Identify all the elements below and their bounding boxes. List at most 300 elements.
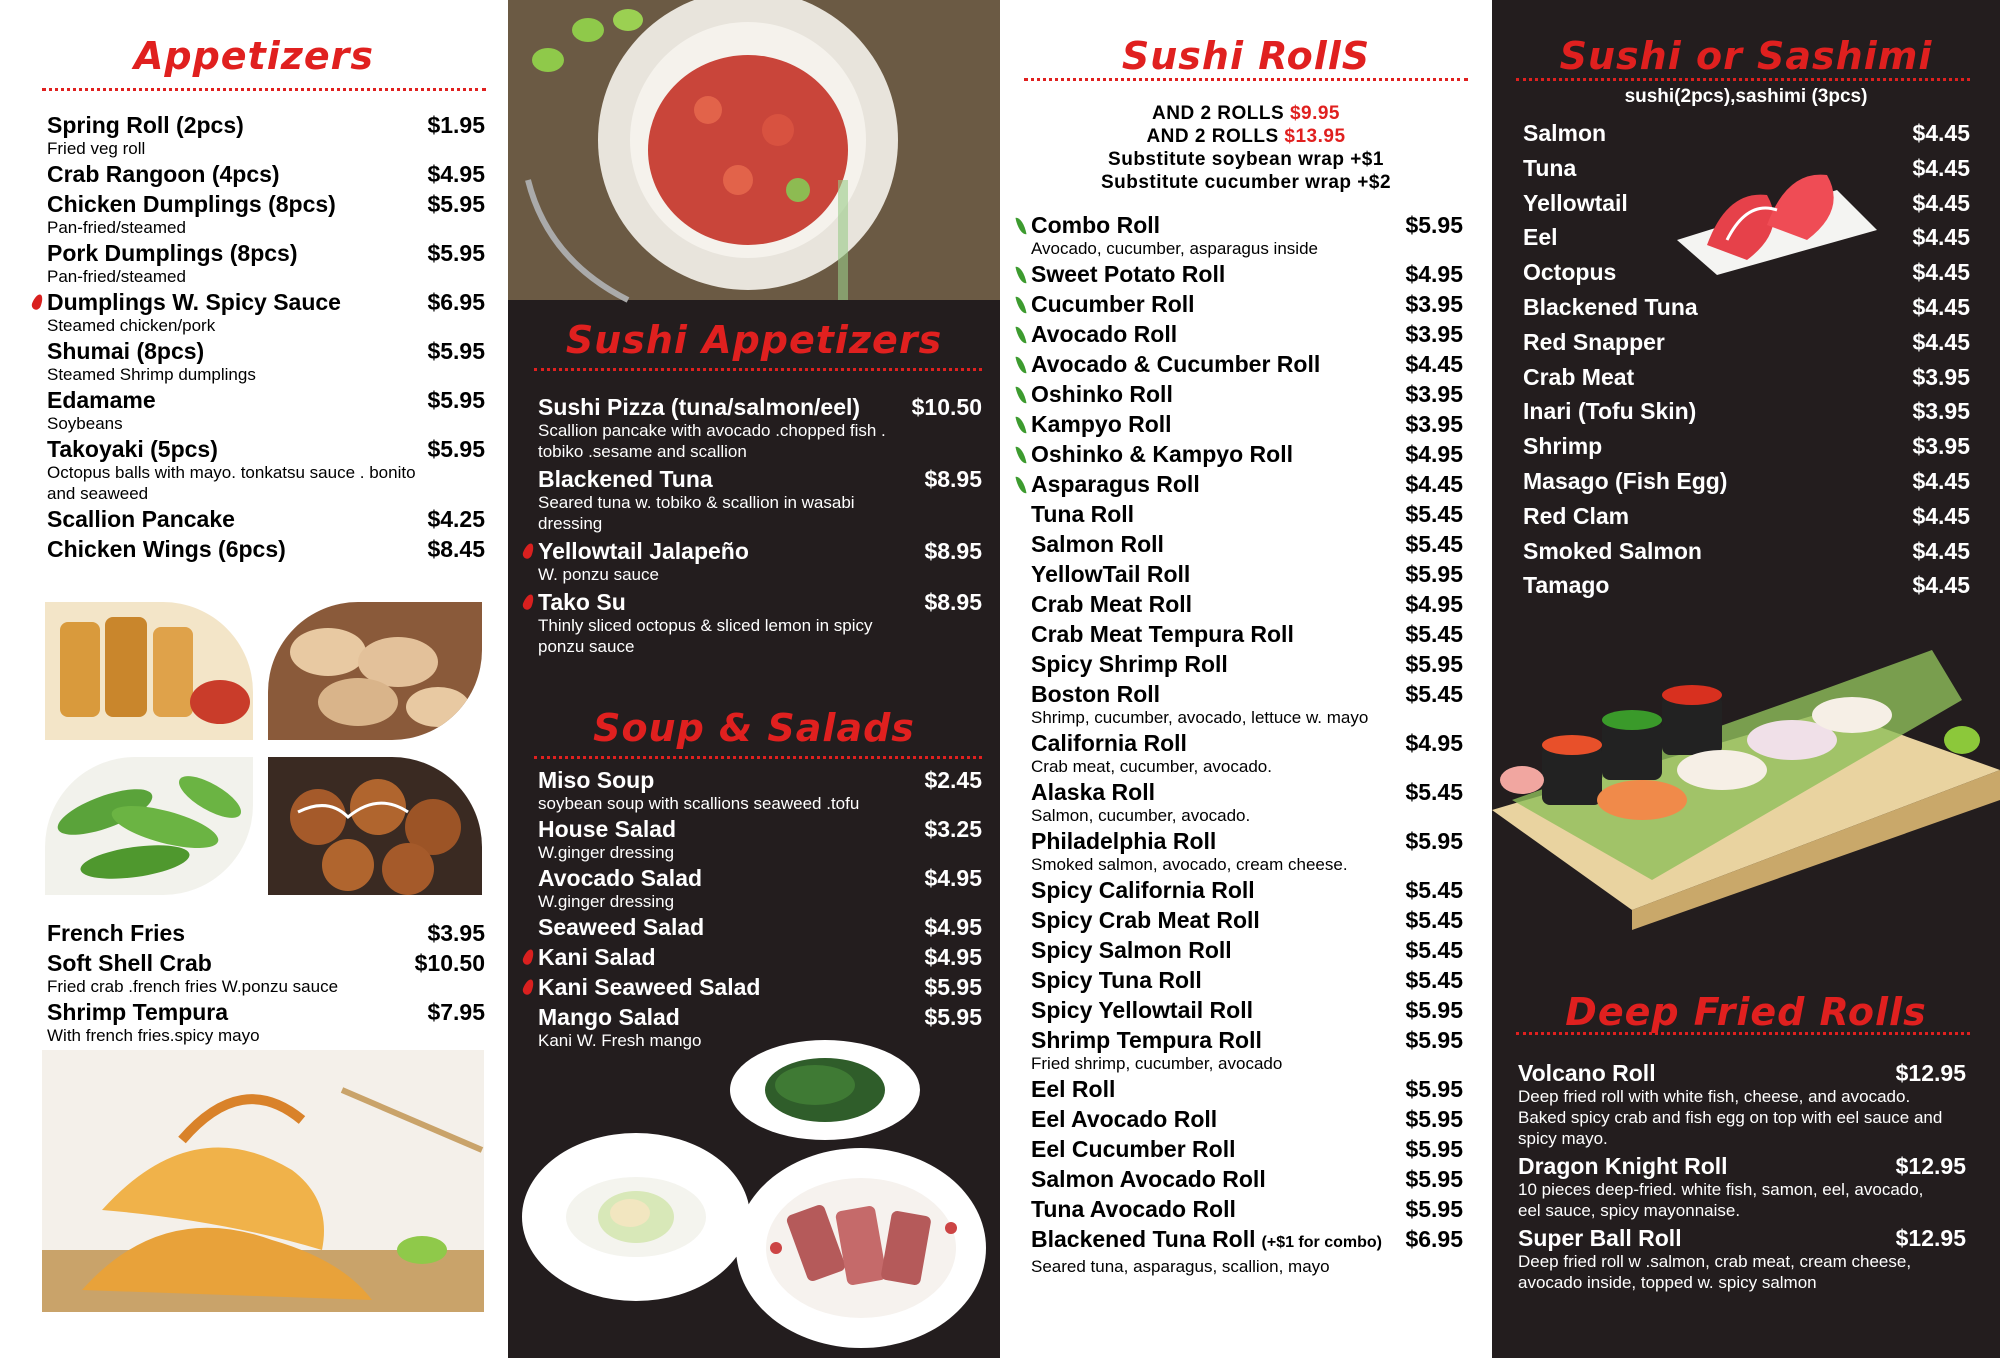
leaf-icon: [1015, 445, 1026, 464]
menu-item-description: Steamed Shrimp dumplings: [47, 365, 256, 384]
menu-item-name: Avocado & Cucumber Roll: [1031, 351, 1321, 377]
menu-item: [1523, 501, 1970, 531]
menu-item-price: $4.25: [427, 506, 485, 532]
menu-item-name-wrap: [1031, 1134, 1235, 1164]
leaf-icon: [1015, 415, 1026, 434]
menu-item-name: Edamame: [47, 387, 156, 413]
menu-item-name-wrap: [1031, 409, 1172, 439]
menu-item: [1031, 875, 1463, 905]
menu-item-name-wrap: [1031, 777, 1155, 807]
menu-item: [1031, 826, 1463, 875]
menu-item-name: Blackened Tuna: [538, 466, 713, 492]
menu-item-row: [1031, 589, 1463, 619]
menu-item-row: [1031, 469, 1463, 499]
menu-item-name-wrap: [1031, 1104, 1217, 1134]
menu-item-name-wrap: [538, 972, 760, 1002]
menu-item-name: Scallion Pancake: [47, 506, 235, 532]
house-salad-photo: [522, 1133, 750, 1301]
menu-item-price: $8.95: [924, 466, 982, 492]
menu-item-row: [1031, 259, 1463, 289]
menu-item-price: $4.45: [1912, 502, 1970, 529]
menu-item: [538, 536, 982, 585]
menu-item-price: $3.95: [1405, 381, 1463, 407]
menu-item-price: $3.95: [1912, 433, 1970, 460]
menu-item: [1523, 466, 1970, 496]
menu-item: [538, 392, 982, 462]
menu-item: [1523, 536, 1970, 566]
leaf-icon: [1015, 265, 1026, 284]
menu-item: [1523, 292, 1970, 322]
menu-item-name: Combo Roll: [1031, 212, 1161, 238]
menu-item-name: Soft Shell Crab: [47, 950, 212, 976]
menu-item-note: (+$1 for combo): [1261, 1234, 1382, 1251]
menu-item: [1031, 679, 1463, 728]
menu-item-description: soybean soup with scallions seaweed .tofu: [538, 794, 860, 813]
appetizers-list-2: [47, 918, 485, 1046]
menu-item-price: $12.95: [1895, 1060, 1966, 1086]
sushi-rolls-list: [1031, 210, 1463, 1277]
menu-item-price: $1.95: [427, 112, 485, 138]
menu-item-price: $8.95: [924, 589, 982, 615]
menu-item-name-wrap: [538, 392, 860, 422]
menu-item-row: [1031, 905, 1463, 935]
menu-item-name: Takoyaki (5pcs): [47, 436, 218, 462]
menu-item-price: $4.45: [1912, 259, 1970, 286]
sushi-appetizers-list: [538, 392, 982, 659]
menu-item-price: $5.45: [1405, 779, 1463, 805]
menu-item-name-wrap: [1523, 466, 1727, 496]
section-divider: [1516, 1032, 1970, 1035]
menu-item-name-wrap: [1523, 222, 1558, 252]
menu-item-price: $4.45: [1912, 120, 1970, 146]
menu-item-name-wrap: [47, 948, 212, 978]
menu-item-row: [1031, 875, 1463, 905]
leaf-icon: [1015, 385, 1026, 404]
menu-item-name: Dragon Knight Roll: [1518, 1153, 1728, 1179]
menu-item-description: With french fries.spicy mayo: [47, 1026, 260, 1045]
menu-item-row: [1518, 1058, 1966, 1088]
menu-item: [47, 110, 485, 159]
menu-item-name-wrap: [47, 534, 286, 564]
menu-item-name: Shrimp: [1523, 433, 1603, 460]
menu-item-name-wrap: [47, 434, 218, 464]
menu-item: [47, 336, 485, 385]
menu-item-name: Yellowtail: [1523, 189, 1628, 216]
menu-item-name-wrap: [1031, 728, 1187, 758]
menu-item: [1518, 1151, 1966, 1221]
menu-item-row: [538, 814, 982, 844]
menu-item-row: [1031, 777, 1463, 807]
menu-item-name-wrap: [1031, 935, 1232, 965]
menu-item-name-wrap: [47, 997, 228, 1027]
menu-item-row: [1031, 965, 1463, 995]
menu-item-name-wrap: [1031, 319, 1177, 349]
menu-item-price: $5.95: [1405, 212, 1463, 238]
menu-item-name: Salmon: [1523, 120, 1607, 146]
dumplings-photo: [268, 602, 482, 740]
edamame-photo: [45, 757, 253, 895]
column-sushi-rolls: [1000, 0, 1492, 1358]
menu-item-name: Spicy Salmon Roll: [1031, 937, 1232, 963]
menu-item-price: $8.95: [924, 538, 982, 564]
leaf-icon: [1015, 475, 1026, 494]
substitute-cucumber: Substitute cucumber wrap +$2: [1100, 172, 1392, 193]
menu-item-name-wrap: [538, 912, 704, 942]
menu-item-name: Tako Su: [538, 589, 626, 615]
menu-item: [1031, 409, 1463, 439]
menu-item-name: Boston Roll: [1031, 681, 1161, 707]
section-divider: [42, 88, 486, 91]
blackened-tuna-photo: [736, 1148, 986, 1348]
menu-item-price: $5.95: [427, 387, 485, 413]
menu-item-name: Crab Rangoon (4pcs): [47, 161, 280, 187]
menu-item-name: Tuna Roll: [1031, 501, 1135, 527]
menu-item-row: [1031, 826, 1463, 856]
menu-item-price: $4.45: [1912, 224, 1970, 251]
menu-item-name: Eel Roll: [1031, 1076, 1116, 1102]
menu-item-price: $3.95: [1912, 363, 1970, 390]
menu-item-name: Avocado Roll: [1031, 321, 1178, 347]
menu-item-name: Cucumber Roll: [1031, 291, 1195, 317]
menu-item-name-wrap: [1523, 396, 1696, 426]
menu-item-description: Fried crab .french fries W.ponzu sauce: [47, 977, 339, 996]
menu-item-name-wrap: [1523, 536, 1702, 566]
menu-item-price: $5.95: [1405, 1166, 1463, 1192]
menu-item-row: [1031, 529, 1463, 559]
menu-item-row: [47, 110, 485, 140]
menu-item-row: [538, 912, 982, 942]
menu-item-name-wrap: [47, 110, 244, 140]
menu-item-row: [1031, 649, 1463, 679]
menu-item-row: [47, 159, 485, 189]
menu-item: [1523, 570, 1970, 600]
menu-item-name: Octopus: [1523, 259, 1617, 286]
menu-item-row: [1031, 1194, 1463, 1224]
menu-item-name-wrap: [1031, 439, 1293, 469]
menu-item-name: Blackened Tuna Roll: [1031, 1226, 1256, 1252]
menu-item-row: [1031, 499, 1463, 529]
menu-item-name: Spicy Crab Meat Roll: [1031, 907, 1260, 933]
menu-item-name-wrap: [1031, 1025, 1262, 1055]
menu-item-row: [1031, 349, 1463, 379]
menu-item-description: Deep fried roll w .salmon, crab meat, cream cheese, avocado inside, topped w. spicy salmon: [1518, 1252, 1912, 1292]
menu-item-price: $3.95: [427, 920, 485, 946]
menu-item-name-wrap: [538, 536, 749, 566]
deep-fried-rolls-title: Deep Fried Rolls: [1565, 990, 1927, 1034]
menu-item-row: [1031, 935, 1463, 965]
menu-item-row: [1031, 1104, 1463, 1134]
menu-item-row: [1523, 327, 1970, 357]
menu-item-name-wrap: [1031, 559, 1190, 589]
menu-item-name: Oshinko & Kampyo Roll: [1031, 441, 1293, 467]
menu-item-name: Oshinko Roll: [1031, 381, 1173, 407]
menu-item-price: $5.95: [1405, 1196, 1463, 1222]
menu-item-price: $4.95: [427, 161, 485, 187]
menu-item-name: Eel Cucumber Roll: [1031, 1136, 1236, 1162]
menu-item-description: Steamed chicken/pork: [47, 316, 216, 335]
menu-item-row: [538, 863, 982, 893]
menu-item: [47, 238, 485, 287]
deep-fried-rolls-list: [1518, 1058, 1966, 1295]
menu-item-description: Salmon, cucumber, avocado.: [1031, 806, 1251, 825]
menu-item-name: Red Clam: [1523, 502, 1630, 529]
menu-item-name: Blackened Tuna: [1523, 293, 1698, 320]
menu-item-price: $4.45: [1912, 572, 1970, 599]
menu-item: [1031, 469, 1463, 499]
menu-item: [1031, 728, 1463, 777]
section-divider: [534, 756, 982, 759]
menu-item-price: $12.95: [1895, 1225, 1966, 1251]
menu-item: [1031, 1224, 1463, 1277]
menu-item-name-wrap: [47, 238, 297, 268]
menu-item-name-wrap: [1031, 499, 1134, 529]
menu-item-name-wrap: [538, 942, 656, 972]
leaf-icon: [1015, 355, 1026, 374]
appetizers-list: [47, 110, 485, 564]
menu-item-price: $5.95: [1405, 1106, 1463, 1132]
menu-item-price: $5.45: [1405, 907, 1463, 933]
menu-item-price: $5.95: [1405, 1136, 1463, 1162]
menu-item-name: Eel: [1523, 224, 1558, 251]
menu-item: [1031, 559, 1463, 589]
menu-item-row: [47, 287, 485, 317]
menu-item: [1031, 529, 1463, 559]
menu-item-name: Spring Roll (2pcs): [47, 112, 244, 138]
menu-item-price: $4.95: [924, 944, 982, 970]
menu-item-name-wrap: [1031, 1074, 1115, 1104]
menu-item-row: [538, 587, 982, 617]
menu-item: [1031, 349, 1463, 379]
menu-item-name: Mango Salad: [538, 1004, 680, 1030]
menu-item: [1031, 259, 1463, 289]
sushi-platter-photo: [1492, 630, 2000, 930]
menu-item: [1031, 619, 1463, 649]
menu-item: [47, 434, 485, 504]
menu-item-name: Shumai (8pcs): [47, 338, 205, 364]
menu-item-row: [47, 385, 485, 415]
menu-item-name: Asparagus Roll: [1031, 471, 1200, 497]
sushi-sashimi-title: Sushi or Sashimi: [1559, 34, 1933, 78]
menu-item-name-wrap: [1518, 1151, 1728, 1181]
menu-item-name: Chicken Dumplings (8pcs): [47, 191, 336, 217]
menu-item: [1031, 499, 1463, 529]
menu-item-description: Deep fried roll with white fish, cheese, and avocado. Baked spicy crab and fish egg on top with eel sauce and spicy mayo.: [1518, 1087, 1943, 1148]
menu-item-name: Salmon Roll: [1031, 531, 1164, 557]
menu-item-price: $6.95: [427, 289, 485, 315]
menu-item-name-wrap: [538, 1002, 680, 1032]
menu-item-name-wrap: [1031, 259, 1225, 289]
menu-item-name: Pork Dumplings (8pcs): [47, 240, 298, 266]
menu-item-name-wrap: [1031, 619, 1294, 649]
menu-item-row: [47, 336, 485, 366]
menu-item: [1031, 589, 1463, 619]
menu-item-row: [1031, 679, 1463, 709]
menu-item: [1518, 1223, 1966, 1293]
menu-item-row: [1031, 319, 1463, 349]
section-divider: [1024, 78, 1468, 81]
menu-item: [1031, 965, 1463, 995]
menu-item-name: Sweet Potato Roll: [1031, 261, 1226, 287]
menu-item-price: $5.95: [427, 436, 485, 462]
menu-item-name: Spicy Yellowtail Roll: [1031, 997, 1253, 1023]
menu-item-name-wrap: [47, 385, 156, 415]
menu-item: [1523, 431, 1970, 461]
menu-item-name-wrap: [1523, 501, 1629, 531]
menu-item-price: $5.95: [1405, 561, 1463, 587]
menu-item-name: French Fries: [47, 920, 186, 946]
menu-item-row: [1518, 1223, 1966, 1253]
menu-item-row: [1031, 559, 1463, 589]
menu-item-price: $5.95: [1405, 651, 1463, 677]
menu-item-row: [1031, 289, 1463, 319]
menu-item: [538, 863, 982, 912]
menu-item-name-wrap: [1031, 995, 1253, 1025]
menu-item-row: [47, 948, 485, 978]
menu-item: [1031, 777, 1463, 826]
menu-item: [47, 918, 485, 948]
menu-item-description: W.ginger dressing: [538, 843, 675, 862]
menu-item-name-wrap: [1031, 875, 1255, 905]
menu-item-description: Thinly sliced octopus & sliced lemon in spicy ponzu sauce: [538, 616, 873, 656]
menu-item-row: [538, 942, 982, 972]
menu-item-description: W. ponzu sauce: [538, 565, 659, 584]
menu-item: [1031, 439, 1463, 469]
menu-item: [1031, 935, 1463, 965]
menu-item-row: [47, 434, 485, 464]
sushi-rolls-title: Sushi RollS: [1121, 34, 1371, 78]
menu-item-name: Crab Meat Tempura Roll: [1031, 621, 1294, 647]
menu-item-row: [1031, 1134, 1463, 1164]
menu-item-name-wrap: [47, 336, 204, 366]
menu-item-row: [1031, 409, 1463, 439]
menu-item-price: $3.95: [1405, 291, 1463, 317]
menu-item-name-wrap: [1031, 529, 1164, 559]
menu-item-name: Crab Meat Roll: [1031, 591, 1193, 617]
menu-item-price: $10.50: [911, 394, 982, 420]
menu-item-price: $5.45: [1405, 531, 1463, 557]
menu-item: [1031, 995, 1463, 1025]
menu-item-name: Inari (Tofu Skin): [1523, 398, 1697, 425]
menu-item-row: [1518, 1151, 1966, 1181]
deal-2-rolls-large: AND 2 ROLLS $13.95: [1146, 126, 1346, 147]
menu-item-price: $5.45: [1405, 501, 1463, 527]
menu-item-name: Masago (Fish Egg): [1523, 467, 1728, 494]
menu-item: [538, 912, 982, 942]
menu-item-name-wrap: [1523, 292, 1698, 322]
menu-item-row: [1523, 118, 1970, 148]
menu-item-name-wrap: [1518, 1223, 1682, 1253]
menu-item: [47, 385, 485, 434]
menu-item-price: $5.95: [1405, 1076, 1463, 1102]
menu-item-row: [47, 504, 485, 534]
deal-2-rolls-small: AND 2 ROLLS $9.95: [1152, 103, 1340, 124]
menu-item: [1523, 362, 1970, 392]
menu-item: [1031, 210, 1463, 259]
menu-item-row: [538, 392, 982, 422]
menu-item-price: $4.45: [1912, 537, 1970, 564]
menu-item-name-wrap: [1031, 469, 1200, 499]
menu-item-name-wrap: [1523, 327, 1665, 357]
menu-item-name-wrap: [1523, 362, 1634, 392]
menu-item-price: $4.45: [1912, 293, 1970, 320]
menu-item: [1031, 379, 1463, 409]
menu-item-name: Tamago: [1523, 572, 1610, 599]
menu-item-price: $5.95: [427, 191, 485, 217]
sashimi-photo: [1667, 150, 1882, 275]
menu-item-description: Smoked salmon, avocado, cream cheese.: [1031, 855, 1348, 874]
section-divider: [1516, 78, 1970, 81]
menu-item-name: Crab Meat: [1523, 363, 1635, 390]
menu-item: [47, 189, 485, 238]
menu-item-name: Philadelphia Roll: [1031, 828, 1217, 854]
menu-item-price: $5.95: [1405, 828, 1463, 854]
menu-item-name-wrap: [1031, 379, 1173, 409]
menu-item-description: 10 pieces deep-fried. white fish, samon, eel, avocado, eel sauce, spicy mayonnaise.: [1518, 1180, 1924, 1220]
menu-item-name: Miso Soup: [538, 767, 655, 793]
seaweed-salad-photo: [730, 1040, 920, 1140]
menu-item-name-wrap: [1031, 1194, 1236, 1224]
menu-item-row: [1523, 362, 1970, 392]
menu-item-name: Kani Salad: [538, 944, 656, 970]
menu-item-row: [1031, 1074, 1463, 1104]
menu-item-price: $5.95: [924, 1004, 982, 1030]
menu-item-name-wrap: [538, 814, 676, 844]
menu-item-name: Tuna: [1523, 154, 1577, 181]
menu-item: [1031, 905, 1463, 935]
menu-item-name: Red Snapper: [1523, 328, 1665, 355]
menu-item-name: Kani Seaweed Salad: [538, 974, 761, 1000]
menu-item: [47, 997, 485, 1046]
menu-item-name-wrap: [47, 918, 185, 948]
menu-item-name-wrap: [1031, 649, 1228, 679]
menu-item: [1031, 1134, 1463, 1164]
menu-item: [538, 942, 982, 972]
menu-item: [1031, 289, 1463, 319]
menu-item-name: Shrimp Tempura Roll: [1031, 1027, 1262, 1053]
menu-item-name-wrap: [1031, 826, 1216, 856]
menu-item-name-wrap: [1523, 153, 1576, 183]
column-sushi-appetizers: [508, 0, 1000, 1358]
menu-item-price: $12.95: [1895, 1153, 1966, 1179]
menu-item-price: $5.45: [1405, 967, 1463, 993]
menu-item-row: [538, 972, 982, 1002]
menu-item: [538, 464, 982, 534]
menu-item-name: California Roll: [1031, 730, 1187, 756]
menu-item-row: [1523, 292, 1970, 322]
combo-deals: [1000, 102, 1492, 194]
menu-item: [1518, 1058, 1966, 1149]
column-sushi-sashimi: [1492, 0, 2000, 1358]
menu-item-name-wrap: [1031, 349, 1320, 379]
menu-item-name: Smoked Salmon: [1523, 537, 1702, 564]
column-appetizers: [0, 0, 508, 1358]
menu-item-name-wrap: [1518, 1058, 1656, 1088]
leaf-icon: [1015, 295, 1026, 314]
menu-item-price: $5.45: [1405, 877, 1463, 903]
menu-item-name: Spicy California Roll: [1031, 877, 1255, 903]
menu-item-description: Seared tuna, asparagus, scallion, mayo: [1031, 1257, 1330, 1276]
menu-item-price: $4.45: [1912, 154, 1970, 181]
substitute-soybean: Substitute soybean wrap +$1: [1108, 149, 1384, 170]
menu-item: [47, 948, 485, 997]
sushi-sashimi-subtitle: sushi(2pcs),sashimi (3pcs): [1624, 86, 1868, 107]
menu-item-row: [1031, 995, 1463, 1025]
menu-item-name: Chicken Wings (6pcs): [47, 536, 286, 562]
menu-item: [538, 1002, 982, 1051]
leaf-icon: [1015, 325, 1026, 344]
menu-item-name-wrap: [47, 189, 336, 219]
menu-item-description: Avocado, cucumber, asparagus inside: [1031, 239, 1318, 258]
